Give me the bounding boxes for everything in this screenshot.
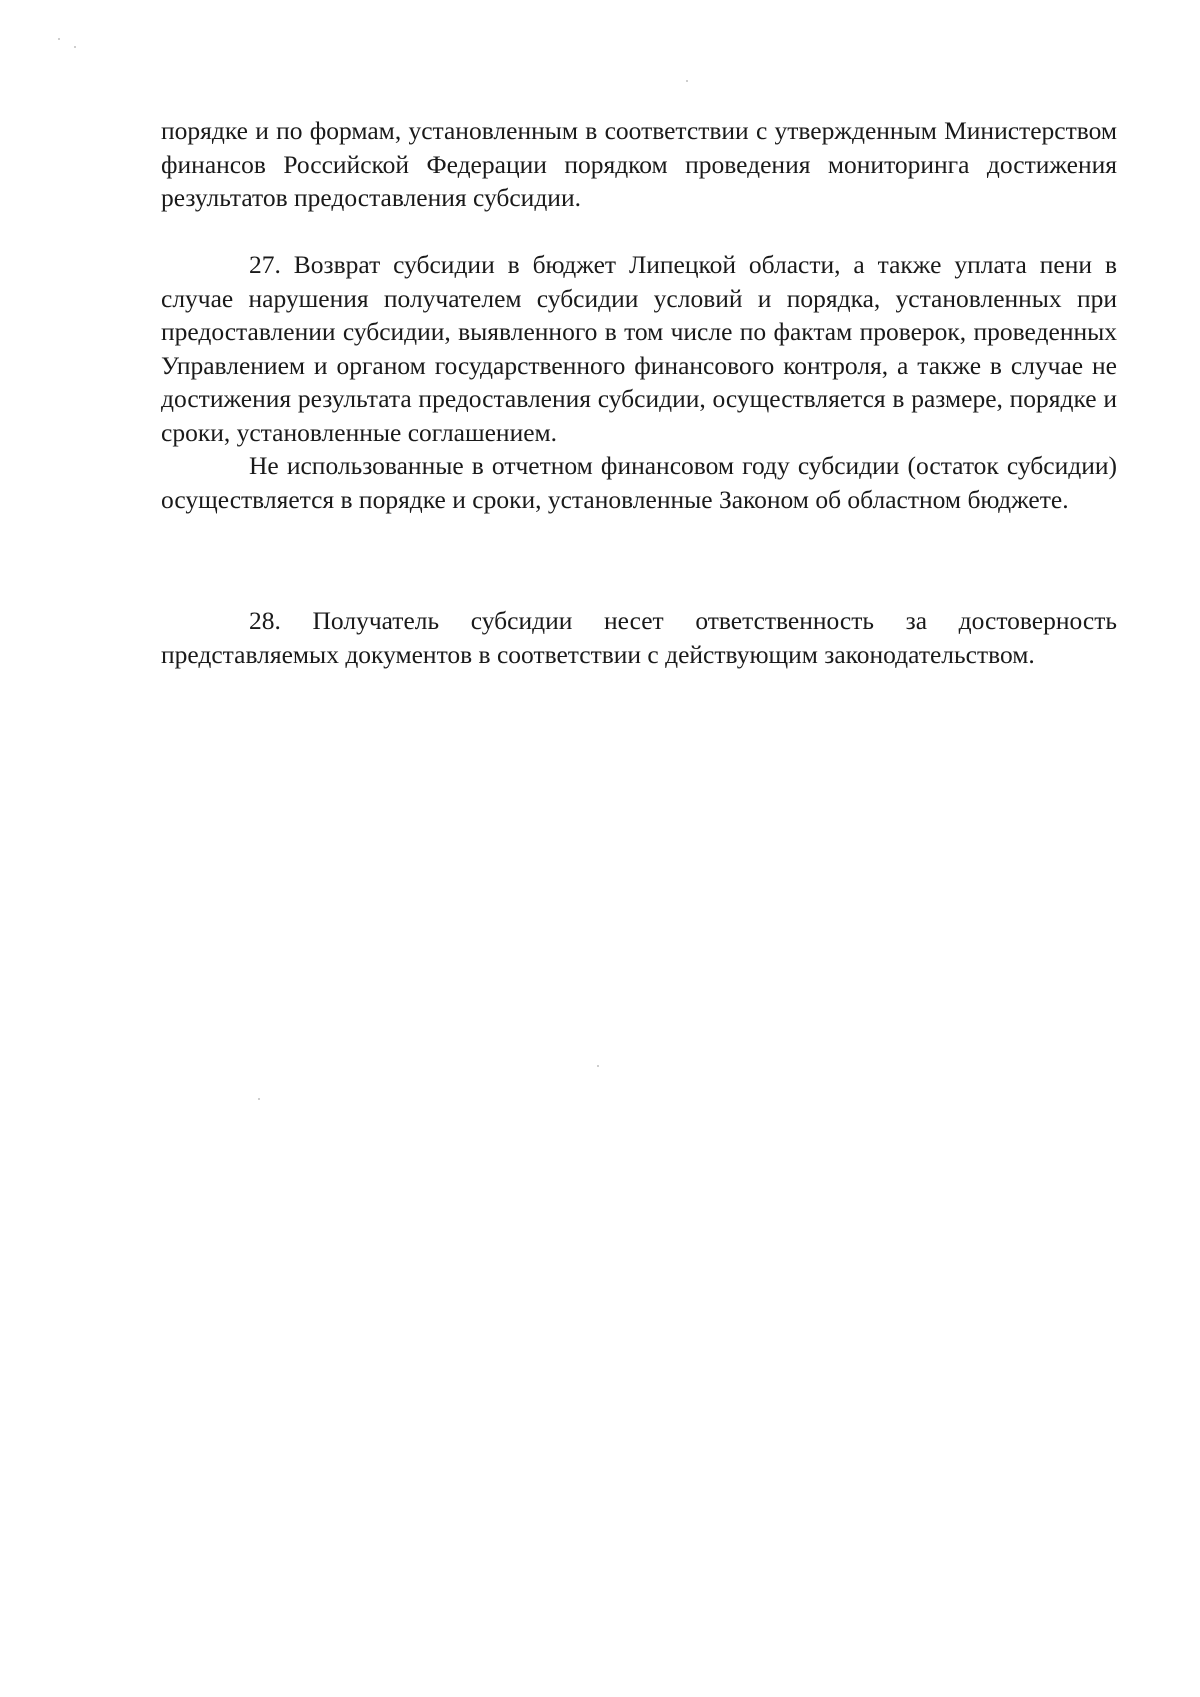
paragraph-28: 28. Получатель субсидии несет ответственность за достоверность представляемых документов в соответствии с действующим законодательством. xyxy=(161,606,1117,669)
scan-speck xyxy=(686,80,688,82)
scan-speck xyxy=(58,38,60,40)
paragraph-continuation: порядке и по формам, установленным в соответствии с утвержденным Министерством финансов Российской Федерации порядком проведения мониторинга достижения результатов предоставления субсидии. xyxy=(161,116,1117,212)
paragraph-27: 27. Возврат субсидии в бюджет Липецкой области, а также уплата пени в случае нарушения получателем субсидии условий и порядка, установленных при предоставлении субсидии, выявленного в том числе по фактам проверок, проведенных Управлением и органом государственного финансового контроля, а также в случае не достижения результата предоставления субсидии, осуществляется в размере, порядке и сроки, установленные соглашением. xyxy=(161,250,1117,447)
scan-speck xyxy=(258,1098,260,1100)
paragraph-27-remainder: Не использованные в отчетном финансовом году субсидии (остаток субсидии) осуществляется в порядке и сроки, установленные Законом об областном бюджете. xyxy=(161,451,1117,514)
scan-speck xyxy=(597,1065,599,1067)
scan-speck xyxy=(74,46,76,48)
paragraph-block-27 xyxy=(161,248,1117,516)
paragraph-block-continuation xyxy=(161,114,1117,215)
paragraph-block-28 xyxy=(161,604,1117,671)
